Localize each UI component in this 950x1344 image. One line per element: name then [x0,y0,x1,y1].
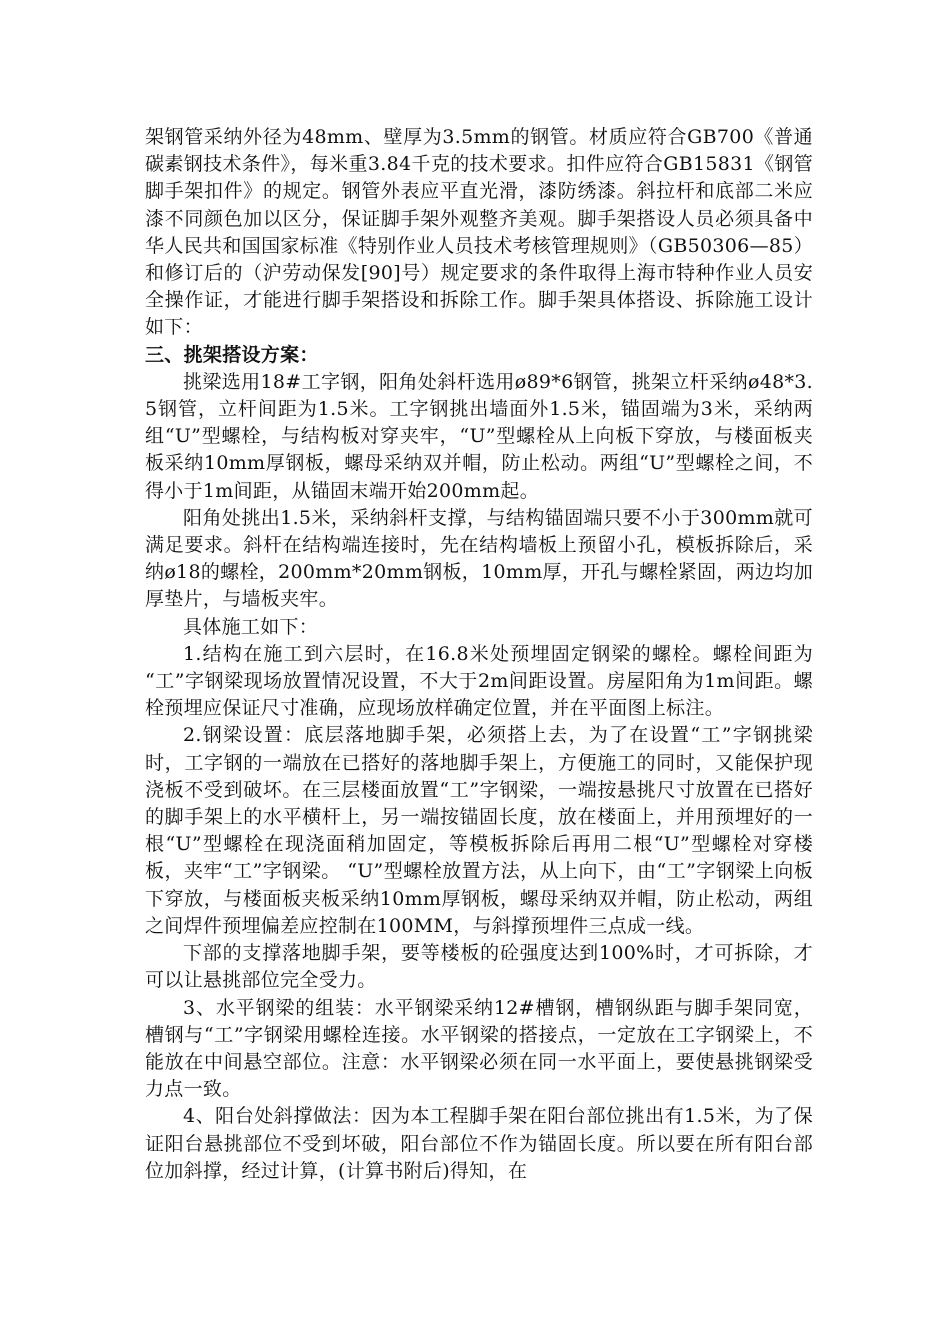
paragraph-support-removal: 下部的支撑落地脚手架，要等楼板的砼强度达到100%时，才可拆除，才可以让悬挑部位完全受力。 [145,942,813,992]
paragraph-step-1: 1.结构在施工到六层时，在16.8米处预埋固定钢梁的螺栓。螺栓间距为 “工”字钢梁现场放置情况设置，不大于2m间距设置。房屋阳角为1m间距。螺栓预埋应保证尺寸准确，应现场放样确定位置，并在平面图上标注。 [145,642,820,720]
paragraph-construction-intro: 具体施工如下： [183,615,319,638]
paragraph-step-4: 4、阳台处斜撑做法：因为本工程脚手架在阳台部位挑出有1.5米，为了保证阳台悬挑部位不受到坏破，阳台部位不作为锚固长度。所以要在所有阳台部位加斜撑，经过计算，(计算书附后)得知，在 [145,1105,813,1182]
paragraph-step-3: 3、水平钢梁的组装：水平钢梁采纳12#槽钢，槽钢纵距与脚手架同宽，槽钢与“工”字钢梁用螺栓连接。水平钢梁的搭接点，一定放在工字钢梁上，不能放在中间悬空部位。注意：水平钢梁必须在同一水平面上，要使悬挑钢梁受力点一致。 [145,996,813,1101]
paragraph-beam-selection: 挑梁选用18#工字钢，阳角处斜杆选用ø89*6钢管，挑架立杆采纳ø48*3.5钢管，立杆间距为1.5米。工字钢挑出墙面外1.5米，锚固端为3米，采纳两组“U”型螺栓，与结构板对穿夹牢，“U”型螺栓从上向板下穿放，与楼面板夹板采纳10mm厚钢板，螺母采纳双并帽，防止松动。两组“U”型螺栓之间，不得小于1m间距，从锚固末端开始200mm起。 [145,370,813,502]
intro-paragraph: 架钢管采纳外径为48mm、壁厚为3.5mm的钢管。材质应符合GB700《普通碳素钢技术条件》，每米重3.84千克的技术要求。扣件应符合GB15831《钢管脚手架扣件》的规定。钢管外表应平直光滑，漆防绣漆。斜拉杆和底部二米应漆不同颜色加以区分，保证脚手架外观整齐美观。脚手架搭设人员必须具备中华人民共和国国家标准《特别作业人员技术考核管理规则》（GB50306—85）和修订后的（沪劳动保发[90]号）规定要求的条件取得上海市特种作业人员安全操作证，才能进行脚手架搭设和拆除工作。脚手架具体搭设、拆除施工设计如下： [145,126,813,339]
document-page [145,124,820,1185]
paragraph-corner-support: 阳角处挑出1.5米，采纳斜杆支撑，与结构锚固端只要不小于300mm就可满足要求。斜杆在结构端连接时，先在结构墙板上预留小孔，模板拆除后，采纳ø18的螺栓，200mm*20mm钢板，10mm厚，开孔与螺栓紧固，两边均加厚垫片，与墙板夹牢。 [145,506,813,611]
paragraph-step-2: 2.钢梁设置：底层落地脚手架，必须搭上去，为了在设置“工”字钢挑梁时，工字钢的一端放在已搭好的落地脚手架上，方便施工的同时，又能保护现浇板不受到破坏。在三层楼面放置“工”字钢梁，一端按悬挑尺寸放置在已搭好的脚手架上的水平横杆上，另一端按锚固长度，放在楼面上，并用预埋好的一根“U”型螺栓在现浇面稍加固定，等模板拆除后再用二根“U”型螺栓对穿楼板，夹牢“工”字钢梁。 “U”型螺栓放置方法，从上向下，由“工”字钢梁上向板下穿放，与楼面板夹板采纳10mm厚钢板，螺母采纳双并帽，防止松动，两组之间焊件预埋偏差应控制在100MM，与斜撑预埋件三点成一线。 [145,724,813,937]
section-heading: 三、挑架搭设方案： [145,343,319,366]
